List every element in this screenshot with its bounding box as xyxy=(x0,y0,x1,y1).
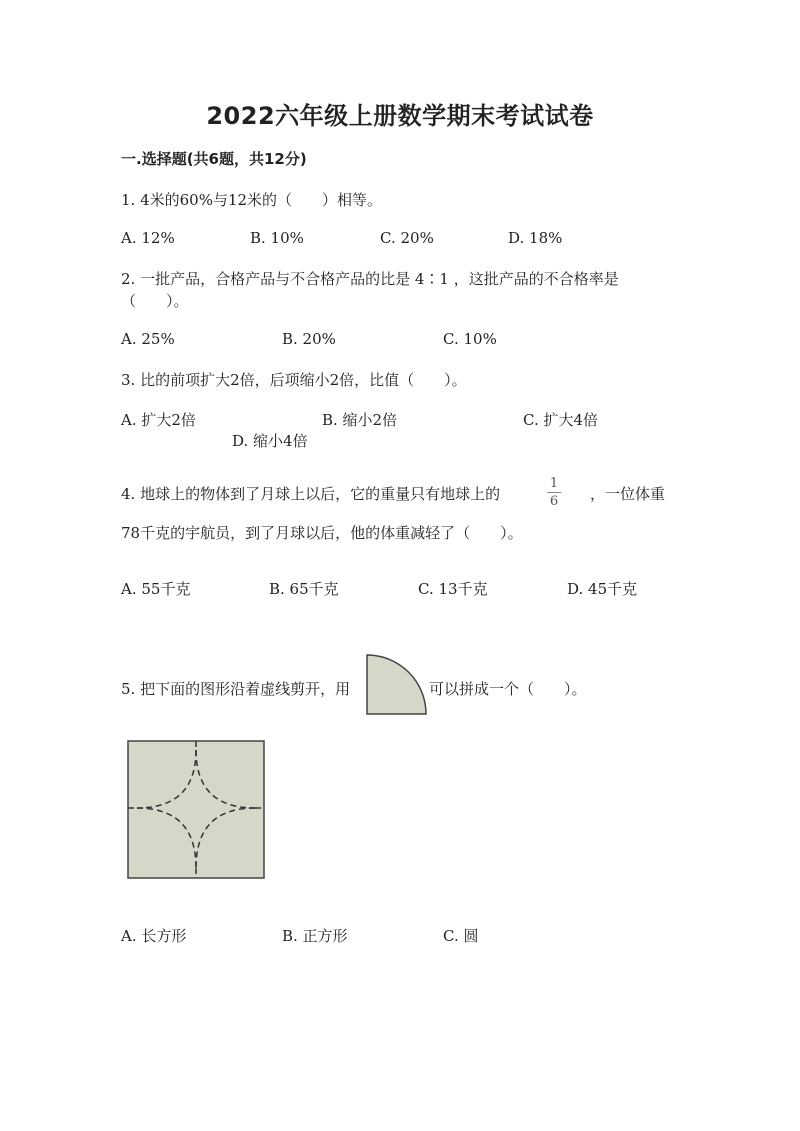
q3-option-c[interactable]: C. 扩大4倍 xyxy=(523,411,599,429)
fraction-denominator: 6 xyxy=(549,494,559,509)
square-cut-figure xyxy=(127,740,267,880)
q4-option-a[interactable]: A. 55千克 xyxy=(121,580,191,598)
q2-option-a[interactable]: A. 25% xyxy=(121,330,175,348)
question-5-text-part1: 5. 把下面的图形沿着虚线剪开，用 xyxy=(121,680,351,698)
q1-option-d[interactable]: D. 18% xyxy=(508,229,563,247)
q4-option-c[interactable]: C. 13千克 xyxy=(418,580,488,598)
q1-option-b[interactable]: B. 10% xyxy=(250,229,304,247)
q4-option-b[interactable]: B. 65千克 xyxy=(269,580,339,598)
q1-option-a[interactable]: A. 12% xyxy=(121,229,175,247)
q5-option-a[interactable]: A. 长方形 xyxy=(121,927,187,945)
fraction-numerator: 1 xyxy=(549,476,559,491)
q5-option-c[interactable]: C. 圆 xyxy=(443,927,479,945)
fraction-one-sixth xyxy=(545,476,563,509)
page-title: 2022六年级上册数学期末考试试卷 xyxy=(206,102,594,130)
question-4-text-part1: 4. 地球上的物体到了月球上以后，它的重量只有地球上的 xyxy=(121,485,501,503)
q3-option-d[interactable]: D. 缩小4倍 xyxy=(232,432,308,450)
q5-option-b[interactable]: B. 正方形 xyxy=(282,927,348,945)
question-2-text-line2: （ ）。 xyxy=(121,292,189,310)
question-3-text: 3. 比的前项扩大2倍，后项缩小2倍，比值（ ）。 xyxy=(121,371,467,389)
question-5-text-part2: 可以拼成一个（ ）。 xyxy=(429,680,587,698)
fraction-bar xyxy=(547,492,561,493)
question-4-text-part2: ，一位体重 xyxy=(590,485,666,503)
q3-option-a[interactable]: A. 扩大2倍 xyxy=(121,411,196,429)
question-1-text: 1. 4米的60%与12米的（ ）相等。 xyxy=(121,191,383,209)
q1-option-c[interactable]: C. 20% xyxy=(380,229,434,247)
q4-option-d[interactable]: D. 45千克 xyxy=(567,580,638,598)
q2-option-c[interactable]: C. 10% xyxy=(443,330,497,348)
section-heading: 一.选择题(共6题，共12分) xyxy=(121,150,307,168)
q2-option-b[interactable]: B. 20% xyxy=(282,330,336,348)
question-2-text-line1: 2. 一批产品，合格产品与不合格产品的比是 4∶1 ，这批产品的不合格率是 xyxy=(121,270,619,288)
q3-option-b[interactable]: B. 缩小2倍 xyxy=(322,411,398,429)
quarter-circle-figure xyxy=(366,654,428,716)
question-4-text-line2: 78千克的宇航员，到了月球以后，他的体重减轻了（ ）。 xyxy=(121,524,523,542)
